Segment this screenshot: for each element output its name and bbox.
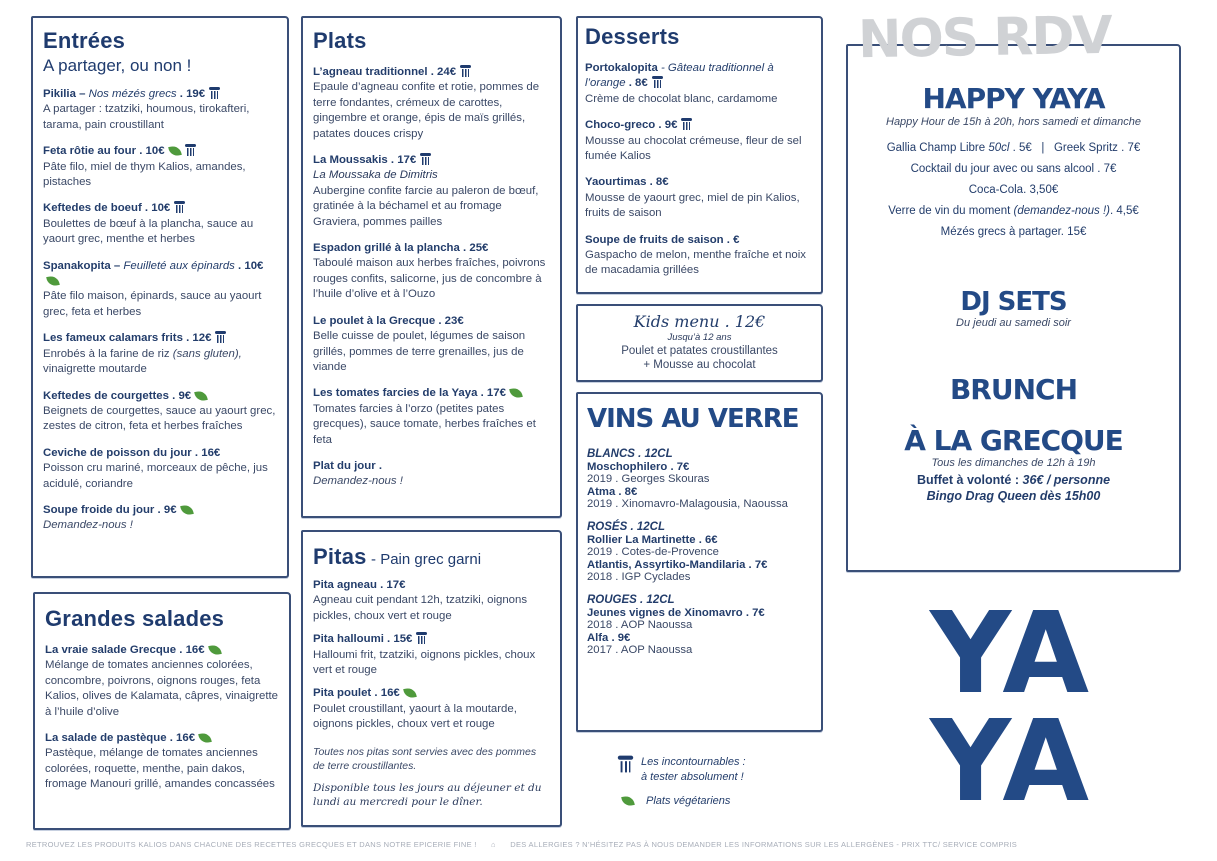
incontournable-column-icon xyxy=(460,65,471,77)
plats-list xyxy=(313,65,550,490)
menu-item xyxy=(43,503,277,534)
happy-item-italic: (demandez-nous !) xyxy=(1013,205,1111,217)
pitas-title: Pitas xyxy=(313,544,367,569)
item-price: . 17€ xyxy=(387,154,417,167)
desserts-title: Desserts xyxy=(585,24,680,49)
menu-item-name xyxy=(313,578,550,593)
menu-item-description xyxy=(585,92,814,107)
kids-card xyxy=(576,304,823,382)
happy-item-italic: 50cl xyxy=(988,142,1010,154)
vins-card xyxy=(576,392,823,732)
item-name-italic: Nos mézés grecs xyxy=(88,88,177,100)
pitas-card xyxy=(301,530,562,827)
kids-line-2: + Mousse au chocolat xyxy=(643,359,756,371)
wine-group-label: BLANCS . 12CL xyxy=(587,448,673,460)
item-price: . 16€ xyxy=(176,644,205,656)
menu-item xyxy=(313,386,550,448)
item-price: . 10€ xyxy=(136,145,165,158)
happy-hour-item xyxy=(858,159,1169,180)
pitas-note: Toutes nos pitas sont servies avec des pommes de terre croustillantes. xyxy=(313,745,537,772)
menu-item-name xyxy=(45,643,279,658)
item-name-text: Soupe froide du jour xyxy=(43,503,155,516)
item-name-text: La salade de pastèque xyxy=(45,732,167,745)
vegetarian-leaf-icon xyxy=(208,644,222,656)
item-name-text: L’agneau traditionnel xyxy=(313,66,428,78)
menu-item-description xyxy=(43,102,277,133)
menu-item-description xyxy=(43,217,277,248)
pitas-handwritten-note: Disponible tous les jours au déjeuner et du lundi au mercredi pour le dîner. xyxy=(313,781,542,808)
menu-item-description xyxy=(43,347,277,378)
desc-text: Enrobés à la farine de riz xyxy=(43,347,173,360)
legend-vegetariens: Plats végétariens xyxy=(646,795,731,807)
wine-group xyxy=(587,448,812,510)
menu-item-name xyxy=(313,314,550,329)
item-name-text: Soupe de fruits de saison xyxy=(585,233,724,246)
wine-group-label: ROUGES . 12CL xyxy=(587,594,675,606)
brunch-subtitle: Tous les dimanches de 12h à 19h xyxy=(931,457,1096,469)
menu-item-description xyxy=(313,80,550,142)
menu-item-name xyxy=(43,87,277,102)
wine-detail: 2019 . Cotes-de-Provence xyxy=(587,546,719,558)
happy-item-text: Cocktail du jour avec ou sans alcool . 7€ xyxy=(910,163,1117,175)
happy-item-text: Gallia Champ Libre xyxy=(886,142,989,154)
rdv-card xyxy=(846,44,1181,572)
wine-name: Atma . 8€ xyxy=(587,486,638,498)
item-name-text: Pita agneau xyxy=(313,579,377,591)
yaya-logo xyxy=(930,589,1100,830)
menu-item xyxy=(43,144,277,190)
item-name-text: Ceviche de poisson du jour xyxy=(43,446,192,459)
footer-right: DES ALLERGIES ? N’HÉSITEZ PAS À NOUS DEMANDER LES INFORMATIONS SUR LES ALLERGÈNES - PRIX TTC/ SERVICE COMPRIS xyxy=(510,840,1018,849)
menu-item-name xyxy=(585,118,814,133)
menu-item xyxy=(585,61,814,107)
desc-text: Mousse de yaourt grec, miel de pin Kalios, fruits de saison xyxy=(585,191,800,220)
incontournable-column-icon xyxy=(618,756,633,773)
menu-item-name xyxy=(45,731,279,746)
wine-name: Jeunes vignes de Xinomavro . 7€ xyxy=(587,607,765,619)
menu-item-name xyxy=(313,459,550,474)
happy-item-text: Mézés grecs à partager. 15€ xyxy=(940,226,1087,238)
wine-detail: 2019 . Xinomavro-Malagousia, Naoussa xyxy=(587,498,788,510)
entrees-title: Entrées xyxy=(43,28,126,53)
menu-item-description xyxy=(43,160,277,191)
pitas-list xyxy=(313,578,550,733)
wine-detail: 2018 . IGP Cyclades xyxy=(587,571,691,583)
wine-detail: 2019 . Georges Skouras xyxy=(587,473,710,485)
menu-item-name xyxy=(43,331,277,346)
wine-detail: 2018 . AOP Naoussa xyxy=(587,619,693,631)
menu-item-name xyxy=(43,144,277,159)
happy-item-text-2: . 5€ | Greek Spritz . 7€ xyxy=(1009,142,1141,154)
menu-item xyxy=(45,643,279,720)
wine-detail: 2017 . AOP Naoussa xyxy=(587,644,693,656)
incontournable-column-icon xyxy=(416,632,427,644)
item-price: . 10€ xyxy=(234,259,264,272)
wine-name: Alfa . 9€ xyxy=(587,632,631,644)
menu-item xyxy=(313,578,550,624)
happy-yaya-title: HAPPY YAYA xyxy=(922,82,1105,115)
item-name-italic: Feuilleté aux épinards xyxy=(123,259,235,272)
item-name-text: Spanakopita – xyxy=(43,259,124,272)
legend-incontournables-line-1: Les incontournables : xyxy=(641,756,746,768)
menu-item-description xyxy=(43,461,277,492)
menu-item xyxy=(585,175,814,221)
desc-text: Boulettes de bœuf à la plancha, sauce au yaourt grec, menthe et herbes xyxy=(43,217,254,246)
brunch-title-line-1: BRUNCH xyxy=(949,373,1078,406)
incontournable-column-icon xyxy=(174,201,185,213)
menu-item-name xyxy=(585,61,814,92)
menu-item-description xyxy=(313,256,550,302)
menu-item xyxy=(45,731,279,793)
menu-item-name xyxy=(43,259,277,290)
item-price: . 16€ xyxy=(191,446,221,459)
vins-groups xyxy=(587,448,812,656)
entrees-subtitle: A partager, ou non ! xyxy=(43,56,192,75)
desc-text: A partager : tzatziki, houmous, tirokafteri, tarama, pain croustillant xyxy=(43,103,250,131)
vegetarian-leaf-icon xyxy=(46,275,60,287)
logo-line-2: YA xyxy=(930,697,1092,827)
item-price: . 10€ xyxy=(141,202,171,215)
brunch-bingo: Bingo Drag Queen dès 15h00 xyxy=(926,489,1101,503)
menu-item-name xyxy=(313,153,550,168)
nos-rdv-watermark: NOS RDV xyxy=(857,5,1112,71)
happy-hour-item xyxy=(858,222,1169,243)
brunch-buffet-label: Buffet à volonté : xyxy=(916,473,1023,487)
desc-text: Agneau cuit pendant 12h, tzatziki, oignons pickles, choux vert et rouge xyxy=(313,594,528,622)
desc-text: Crème de chocolat blanc, cardamome xyxy=(585,92,778,105)
incontournable-column-icon xyxy=(215,331,226,343)
desc-text: Halloumi frit, tzatziki, oignons pickles, choux vert et rouge xyxy=(313,648,536,677)
footer-left: RETROUVEZ LES PRODUITS KALIOS DANS CHACUNE DES RECETTES GRECQUES ET DANS NOTRE EPICERIE FINE ! xyxy=(26,840,477,849)
menu-item-name xyxy=(313,686,550,701)
item-name-text: Feta rôtie au four xyxy=(43,145,137,158)
desc-text: Belle cuisse de poulet, légumes de saison grillés, pommes de terre grenailles, jus de viande xyxy=(313,330,526,373)
desc-text: Beignets de courgettes, sauce au yaourt grec, zestes de citron, feta et herbes fraîches xyxy=(43,404,276,433)
wine-name: Atlantis, Assyrtiko-Mandilaria . 7€ xyxy=(587,559,768,571)
vegetarian-leaf-icon xyxy=(403,687,417,699)
menu-item-name xyxy=(585,233,814,248)
item-name-text: La Moussakis xyxy=(313,154,388,167)
vegetarian-leaf-icon xyxy=(194,390,208,402)
desc-text: Mousse au chocolat crémeuse, fleur de sel fumée Kalios xyxy=(585,134,802,163)
entrees-card xyxy=(31,16,289,578)
happy-item-text: Coca-Cola. 3,50€ xyxy=(968,184,1059,196)
desc-text: Pâte filo maison, épinards, sauce au yaourt grec, feta et herbes xyxy=(43,290,262,318)
wine-name: Rollier La Martinette . 6€ xyxy=(587,534,718,546)
menu-item-description xyxy=(313,329,550,375)
incontournable-column-icon xyxy=(209,87,220,99)
item-name-text: Les tomates farcies de la Yaya xyxy=(313,387,478,400)
desc-text: Poulet croustillant, yaourt à la moutarde, oignons pickles, choux vert et rouge xyxy=(313,702,517,731)
menu-item xyxy=(585,118,814,164)
desc-text: Pastèque, mélange de tomates anciennes colorées, roquette, menthe, pain dakos, fromage Manouri grillé, amandes concassées xyxy=(45,747,275,791)
menu-item xyxy=(313,459,550,490)
desc-text: Taboulé maison aux herbes fraîches, poivrons rouges confits, salicorne, jus de concombre à l’huile d’olive et à l’Ouzo xyxy=(313,257,546,301)
menu-item-description xyxy=(43,289,277,320)
menu-item-description xyxy=(313,184,550,230)
plats-card xyxy=(301,16,562,518)
item-price: . 8€ xyxy=(625,77,648,90)
menu-item-description xyxy=(313,474,550,489)
menu-item xyxy=(313,65,550,142)
menu-item-description xyxy=(585,248,814,279)
item-price: . 23€ xyxy=(435,314,464,327)
item-price: . € xyxy=(723,233,740,246)
menu-item-description xyxy=(43,518,277,533)
brunch-title-line-2: À LA GRECQUE xyxy=(904,424,1123,457)
kids-line-1: Poulet et patates croustillantes xyxy=(621,345,778,357)
menu-item-description xyxy=(585,191,814,222)
item-name-text: Pikilia – xyxy=(43,88,89,100)
desserts-list xyxy=(585,61,814,279)
item-price: . 17€ xyxy=(376,579,406,591)
menu-item xyxy=(43,389,277,435)
item-price: . 25€ xyxy=(459,242,489,255)
vins-title: VINS AU VERRE xyxy=(587,404,799,434)
vegetarian-leaf-icon xyxy=(168,145,182,157)
item-name-text: Espadon grillé à la plancha xyxy=(313,242,460,255)
desc-text: Poisson cru mariné, morceaux de pêche, jus acidulé, coriandre xyxy=(43,462,268,490)
incontournable-column-icon xyxy=(185,144,196,156)
item-price: . 16€ xyxy=(371,687,400,700)
menu-item xyxy=(313,686,550,732)
menu-item-description xyxy=(313,648,550,679)
desc-text: Gaspacho de melon, menthe fraîche et noix de macadamia grillées xyxy=(585,249,806,277)
menu-item-name xyxy=(43,503,277,518)
wine-group-label: ROSÉS . 12CL xyxy=(587,521,665,533)
item-name-text: Choco-greco xyxy=(585,119,656,132)
menu-item-name xyxy=(313,241,550,256)
happy-hour-item xyxy=(858,180,1169,201)
desc-text: Mélange de tomates anciennes colorées, concombre, poivrons, oignons rouges, feta Kalios, olives de Kalamata, câpres, vinaigrette à l’huile d’olive xyxy=(45,659,278,718)
happy-hour-list xyxy=(858,138,1169,243)
menu-item xyxy=(43,446,277,492)
item-price: . xyxy=(375,459,382,472)
menu-item-description xyxy=(585,134,814,165)
desc-italic: (sans gluten), xyxy=(172,347,242,360)
item-price: . 24€ xyxy=(427,66,457,78)
item-name-text: Les fameux calamars frits xyxy=(43,332,183,345)
item-name-italic: - Gâteau traditionnel à l’orange xyxy=(585,62,774,90)
salades-title: Grandes salades xyxy=(45,606,225,631)
menu-item xyxy=(43,201,277,247)
incontournable-column-icon xyxy=(652,76,663,88)
item-name-text: Keftedes de courgettes xyxy=(43,389,169,402)
item-price: . 8€ xyxy=(646,176,669,189)
menu-item-name xyxy=(43,201,277,216)
menu-item xyxy=(313,153,550,230)
item-price: . 12€ xyxy=(182,332,212,345)
menu-item-description xyxy=(313,702,550,733)
menu-item-name xyxy=(585,175,814,190)
vegetarian-leaf-icon xyxy=(198,732,212,744)
menu-item xyxy=(43,331,277,377)
desc-text: Aubergine confite farcie au paleron de bœuf, gratinée à la béchamel et au fromage Graviera, pommes pailles xyxy=(313,184,539,228)
item-subtitle: La Moussaka de Dimitris xyxy=(313,169,438,182)
item-name-text: Yaourtimas xyxy=(585,176,647,189)
dj-sets-subtitle: Du jeudi au samedi soir xyxy=(956,317,1071,329)
menu-item-name xyxy=(43,446,277,461)
item-price: . 15€ xyxy=(383,633,413,646)
item-name-text: La vraie salade Grecque xyxy=(45,644,177,656)
dj-sets-title: DJ SETS xyxy=(960,287,1067,317)
menu-item xyxy=(43,87,277,133)
wine-group xyxy=(587,521,812,583)
item-name-text: Keftedes de boeuf xyxy=(43,202,142,215)
menu-item xyxy=(313,314,550,376)
kids-title: Kids menu . 12€ xyxy=(633,312,766,331)
desc-italic: Demandez-nous ! xyxy=(43,519,133,532)
kids-age: Jusqu’à 12 ans xyxy=(667,332,732,343)
menu-item xyxy=(313,632,550,678)
salades-card xyxy=(33,592,291,830)
desc-after: vinaigrette moutarde xyxy=(43,363,147,376)
footer xyxy=(26,840,1196,849)
item-price: . 17€ xyxy=(477,387,506,400)
pot-icon: ⌂ xyxy=(491,840,496,849)
desserts-card xyxy=(576,16,823,294)
item-price: . 16€ xyxy=(166,732,196,745)
incontournable-column-icon xyxy=(681,118,692,130)
menu-item-description xyxy=(45,658,279,720)
logo-line-1: YA xyxy=(930,589,1092,719)
legend-incontournables-line-2: à tester absolument ! xyxy=(641,771,744,783)
menu-item-name xyxy=(43,389,277,404)
menu-item-description xyxy=(313,402,550,448)
happy-hour-item xyxy=(858,138,1169,159)
happy-item-text: Verre de vin du moment xyxy=(888,205,1014,217)
entrees-list xyxy=(43,87,277,534)
item-name-text: Pita halloumi xyxy=(313,633,384,646)
menu-item xyxy=(313,241,550,303)
vegetarian-leaf-icon xyxy=(509,387,523,399)
desc-text: Pâte filo, miel de thym Kalios, amandes, pistaches xyxy=(43,160,246,189)
item-name-text: Le poulet à la Grecque xyxy=(313,314,436,327)
menu-item-name xyxy=(313,632,550,647)
legend xyxy=(620,755,820,807)
menu-item-description xyxy=(43,404,277,435)
menu-item xyxy=(585,233,814,279)
desc-text: Tomates farcies à l’orzo (petites pates grecques), sauce tomate, herbes fraîches et feta xyxy=(313,402,536,446)
item-price: . 19€ xyxy=(176,88,206,100)
item-price: . 9€ xyxy=(168,389,192,402)
menu-item-description xyxy=(313,593,550,624)
item-name-text: Portokalopita xyxy=(585,62,658,74)
item-price: . 9€ xyxy=(655,119,678,132)
pitas-subtitle: - Pain grec garni xyxy=(371,551,482,568)
item-name-text: Pita poulet xyxy=(313,687,372,700)
menu-item-description xyxy=(45,746,279,792)
menu-item-name xyxy=(313,386,550,401)
incontournable-column-icon xyxy=(420,153,431,165)
plats-title: Plats xyxy=(313,28,367,53)
menu-item xyxy=(43,259,277,321)
desc-text: Epaule d’agneau confite et rotie, pommes de terre fondantes, crémeux de carottes, gingembre et orange, épis de maïs grillés, patates douces crispy xyxy=(313,81,540,140)
happy-item-text-2: . 4,5€ xyxy=(1110,205,1139,217)
vegetarian-leaf-icon xyxy=(180,504,194,516)
menu-item-name xyxy=(313,65,550,80)
item-name-text: Plat du jour xyxy=(313,459,376,472)
item-price: . 9€ xyxy=(154,503,177,516)
vegetarian-leaf-icon xyxy=(621,795,635,807)
desc-italic: Demandez-nous ! xyxy=(313,475,403,488)
wine-group xyxy=(587,594,812,656)
wine-name: Moschophilero . 7€ xyxy=(587,461,690,473)
salades-list xyxy=(45,643,279,793)
happy-hour-item xyxy=(858,201,1169,222)
brunch-buffet-price: 36€ / personne xyxy=(1022,473,1111,487)
happy-hour-subtitle: Happy Hour de 15h à 20h, hors samedi et dimanche xyxy=(886,116,1141,128)
